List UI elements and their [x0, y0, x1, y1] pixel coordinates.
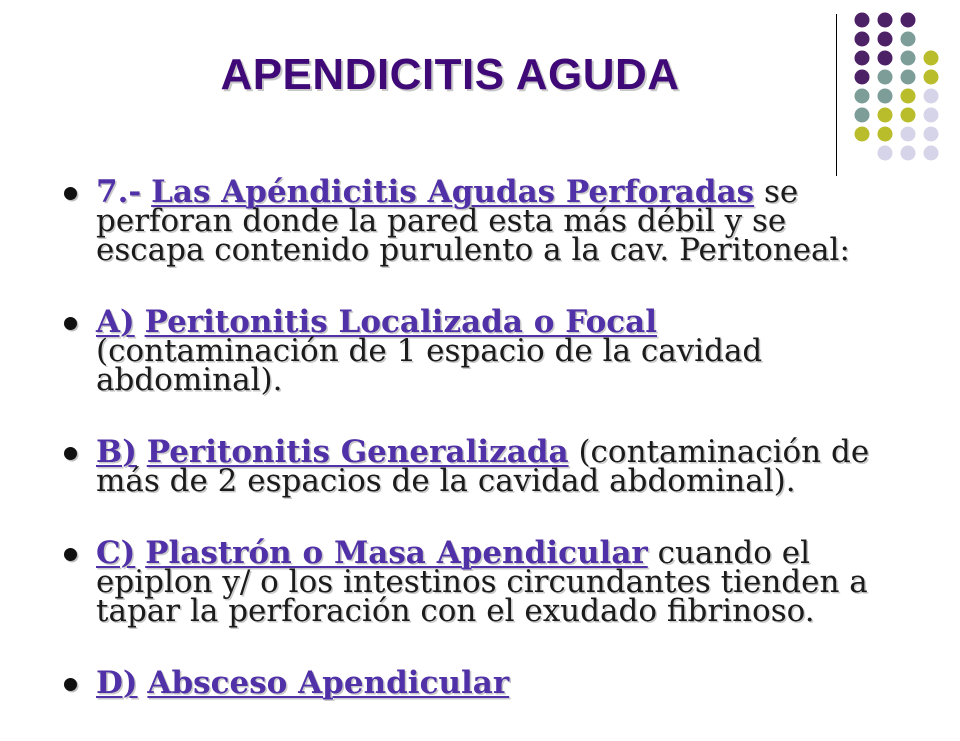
decorative-dot: [878, 108, 893, 123]
link-plastron-masa-apendicular[interactable]: Plastrón o Masa Apendicular: [145, 535, 648, 571]
decorative-dot: [901, 51, 916, 66]
bullet-dot-icon: [64, 187, 77, 200]
decorative-dot: [924, 51, 939, 66]
decorative-dot: [924, 70, 939, 85]
bullet-text: cuando el epiplon y/ o los intestinos circundantes tienden a tapar la perforación con el exudado fibrinoso.: [96, 535, 868, 629]
bullet-text: (contaminación de más de 2 espacios de la cavidad abdominal).: [96, 434, 870, 499]
decorative-dot: [855, 13, 870, 28]
bullet-prefix[interactable]: A): [96, 304, 135, 340]
decorative-dot: [901, 32, 916, 47]
decorative-dot: [855, 70, 870, 85]
bullet-list: [62, 174, 900, 741]
bullet-item-plastron: [62, 535, 900, 629]
decorative-dot: [855, 32, 870, 47]
decorative-dot: [878, 13, 893, 28]
decorative-dot: [901, 13, 916, 28]
link-peritonitis-localizada[interactable]: Peritonitis Localizada o Focal: [144, 304, 657, 340]
decorative-dot: [855, 89, 870, 104]
bullet-text: (contaminación de 1 espacio de la cavidad abdominal).: [96, 333, 763, 398]
bullet-dot-icon: [64, 317, 77, 330]
bullet-prefix[interactable]: B): [96, 434, 137, 470]
decorative-dot: [901, 89, 916, 104]
bullet-item-perforadas: [62, 174, 900, 268]
bullet-prefix: 7.-: [96, 174, 142, 210]
decorative-dot: [855, 127, 870, 142]
bullet-dot-icon: [64, 447, 77, 460]
slide-title: APENDICITIS AGUDA: [220, 50, 680, 99]
decorative-dot: [855, 108, 870, 123]
decorative-dot: [878, 127, 893, 142]
decorative-dot: [878, 70, 893, 85]
decorative-dot: [901, 108, 916, 123]
decorative-dot: [901, 127, 916, 142]
decorative-dot: [878, 32, 893, 47]
decorative-dot: [878, 51, 893, 66]
decorative-dot: [924, 108, 939, 123]
link-apendicitis-perforadas[interactable]: Las Apéndicitis Agudas Perforadas: [151, 174, 755, 210]
decorative-dot: [924, 127, 939, 142]
decorative-dot: [901, 70, 916, 85]
decorative-dot-grid: [0, 0, 960, 200]
bullet-item-peritonitis-localizada: [62, 304, 900, 398]
decorative-dot: [901, 146, 916, 161]
decorative-dot: [924, 89, 939, 104]
bullet-dot-icon: [64, 548, 77, 561]
bullet-prefix[interactable]: D): [96, 665, 138, 701]
decorative-dot: [878, 89, 893, 104]
bullet-item-peritonitis-generalizada: [62, 434, 900, 499]
bullet-prefix[interactable]: C): [96, 535, 136, 571]
link-absceso-apendicular[interactable]: Absceso Apendicular: [147, 665, 510, 701]
bullet-item-absceso: [62, 665, 900, 701]
bullet-dot-icon: [64, 678, 77, 691]
decorative-dot: [855, 51, 870, 66]
bullet-text: se perforan donde la pared esta más débil y se escapa contenido purulento a la cav. Peritoneal:: [96, 174, 850, 268]
link-peritonitis-generalizada[interactable]: Peritonitis Generalizada: [146, 434, 569, 470]
decorative-dot: [878, 146, 893, 161]
decorative-dot: [924, 146, 939, 161]
decorative-vertical-line: [836, 14, 837, 176]
